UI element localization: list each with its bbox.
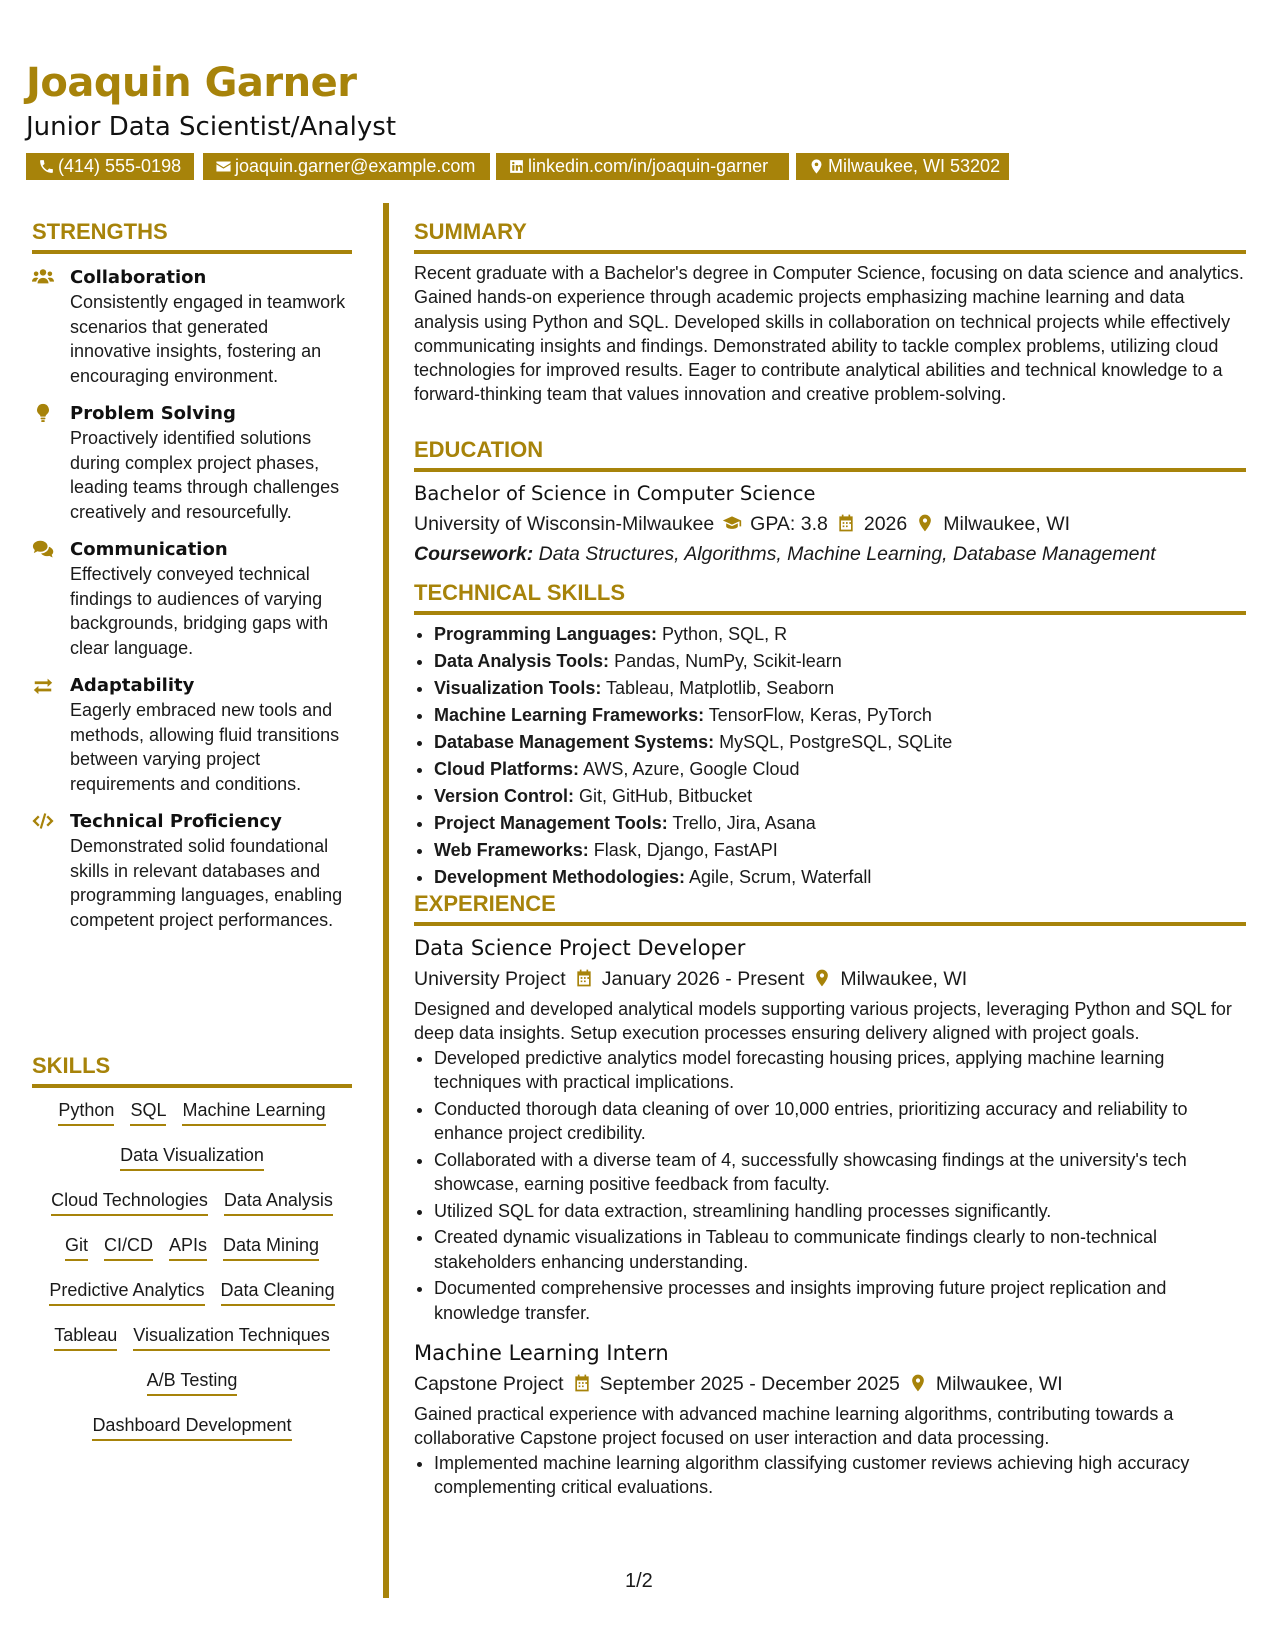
strength-title: Problem Solving — [70, 403, 236, 424]
users-icon — [32, 267, 56, 287]
skill-row — [32, 1187, 352, 1232]
skill-category: Visualization Tools: — [434, 678, 602, 698]
exchange-icon — [32, 675, 56, 695]
skill-values: Tableau, Matplotlib, Seaborn — [606, 678, 835, 698]
skill-values: TensorFlow, Keras, PyTorch — [708, 705, 932, 725]
strength-description: Consistently engaged in teamwork scenarios that generated innovative insights, fostering an encouraging environment. — [70, 292, 346, 386]
skill-values: Agile, Scrum, Waterfall — [689, 867, 872, 887]
list-item: • Developed predictive analytics model forecasting housing prices, applying machine learning techniques with practical implications. — [434, 1046, 1246, 1095]
skill-tag: Git — [65, 1232, 88, 1261]
skill-category: Database Management Systems: — [434, 732, 715, 752]
column-divider — [383, 203, 389, 1598]
strengths-section — [32, 219, 352, 254]
experience-section — [414, 891, 1246, 1502]
envelope-icon — [215, 158, 232, 175]
summary-section — [414, 219, 1246, 407]
skill-values: Pandas, NumPy, Scikit-learn — [614, 651, 842, 671]
job-summary: Gained practical experience with advanced machine learning algorithms, contributing towards a collaborative Capstone project focused on user interaction and data processing. — [414, 1404, 1174, 1449]
summary-text: Recent graduate with a Bachelor's degree in Computer Science, focusing on data science and analytics. Gained hands-on experience through academic projects emphasizing machine learning and data analysis using Python and SQL. Developed skills in collaboration on technical projects while effectively communicating insights and findings. Demonstrated ability to tackle complex problems, utilizing cloud technologies for improved results. Eager to contribute analytical abilities and technical knowledge to a forward-thinking team that values innovation and creative problem-solving. — [414, 263, 1244, 405]
strengths-heading: STRENGTHS — [32, 219, 352, 254]
job-org: University Project — [414, 968, 566, 990]
skill-values: AWS, Azure, Google Cloud — [583, 759, 800, 779]
list-item: • Created dynamic visualizations in Tableau to communicate findings clearly to non-technical stakeholders enhancing understanding. — [434, 1225, 1246, 1274]
list-item — [434, 702, 1246, 729]
list-item — [434, 756, 1246, 783]
strength-item — [32, 402, 352, 524]
job-location: Milwaukee, WI — [935, 1373, 1063, 1396]
strength-description: Eagerly embraced new tools and methods, allowing fluid transitions between varying project requirements and conditions. — [70, 700, 340, 794]
strength-description: Proactively identified solutions during complex project phases, leading teams through challenges creatively and resourcefully. — [70, 428, 340, 522]
list-item: • Conducted thorough data cleaning of over 10,000 entries, prioritizing accuracy and reliability to enhance project credibility. — [434, 1097, 1246, 1146]
graduation-cap-icon — [722, 513, 742, 533]
skill-category: Web Frameworks: — [434, 840, 589, 860]
skill-tag: SQL — [130, 1097, 166, 1126]
calendar-icon — [572, 1373, 592, 1393]
email-text: joaquin.garner@example.com — [235, 156, 476, 176]
technical-skills-list — [414, 621, 1246, 891]
coursework-label: Coursework: — [414, 543, 534, 565]
gpa: GPA: 3.8 — [750, 513, 828, 535]
strength-description: Effectively conveyed technical findings to audiences of varying backgrounds, bridging gaps with clear language. — [70, 564, 329, 658]
skill-tag: Tableau — [54, 1322, 117, 1351]
phone-icon — [38, 158, 55, 175]
job-org: Capstone Project — [414, 1373, 564, 1396]
code-icon — [32, 811, 56, 831]
skill-category: Version Control: — [434, 786, 575, 806]
skill-category: Cloud Platforms: — [434, 759, 580, 779]
strength-description: Demonstrated solid foundational skills in relevant databases and programming languages, enabling competent project performances. — [70, 836, 343, 930]
contact-linkedin[interactable] — [496, 153, 789, 180]
strength-title: Adaptability — [70, 675, 195, 696]
calendar-icon — [574, 968, 594, 988]
skill-tag: Predictive Analytics — [49, 1277, 204, 1306]
job-title-headline: Junior Data Scientist/Analyst — [26, 112, 397, 142]
job-bullets — [414, 1451, 1246, 1500]
strength-title: Communication — [70, 539, 228, 560]
education-meta — [414, 509, 1246, 539]
contact-phone[interactable] — [26, 153, 194, 180]
job-entry — [414, 934, 1246, 1325]
page-indicator: 1/2 — [625, 1570, 653, 1592]
skill-tag: Data Analysis — [224, 1187, 333, 1216]
skill-tag: Data Visualization — [120, 1142, 264, 1171]
map-pin-icon — [908, 1373, 928, 1393]
skills-heading: SKILLS — [32, 1053, 352, 1088]
skill-category: Project Management Tools: — [434, 813, 668, 833]
skill-values: MySQL, PostgreSQL, SQLite — [719, 732, 953, 752]
degree: Bachelor of Science in Computer Science — [414, 482, 816, 505]
coursework — [414, 539, 1246, 569]
skill-row — [32, 1412, 352, 1457]
skill-tag: Data Cleaning — [221, 1277, 335, 1306]
candidate-name: Joaquin Garner — [26, 60, 357, 106]
skill-row — [32, 1097, 352, 1142]
list-item: • Documented comprehensive processes and insights improving future project replication and knowledge transfer. — [434, 1276, 1246, 1325]
summary-heading: SUMMARY — [414, 219, 1246, 254]
graduation-year: 2026 — [863, 513, 908, 535]
job-entry — [414, 1339, 1246, 1500]
list-item — [434, 648, 1246, 675]
skill-values: Git, GitHub, Bitbucket — [579, 786, 753, 806]
strength-item — [32, 674, 352, 796]
skill-tag: Machine Learning — [182, 1097, 325, 1126]
linkedin-icon — [508, 158, 525, 175]
education-location: Milwaukee, WI — [943, 513, 1071, 535]
skill-row — [32, 1277, 352, 1322]
job-meta — [414, 964, 1246, 994]
strength-item — [32, 538, 352, 660]
list-item — [434, 864, 1246, 891]
list-item — [434, 837, 1246, 864]
map-pin-icon — [808, 158, 825, 175]
list-item: • Utilized SQL for data extraction, streamlining handling processes significantly. — [434, 1199, 1246, 1224]
job-location: Milwaukee, WI — [840, 968, 968, 990]
education-heading: EDUCATION — [414, 437, 1246, 472]
calendar-icon — [836, 513, 856, 533]
skills-tags — [32, 1097, 352, 1457]
skill-tag: APIs — [169, 1232, 207, 1261]
location-text: Milwaukee, WI 53202 — [828, 156, 1001, 176]
list-item — [434, 783, 1246, 810]
school-name: University of Wisconsin-Milwaukee — [414, 513, 715, 535]
skill-tag: Dashboard Development — [92, 1412, 291, 1441]
skill-tag: Python — [58, 1097, 114, 1126]
skill-tag: CI/CD — [104, 1232, 153, 1261]
skill-tag: Visualization Techniques — [133, 1322, 329, 1351]
job-title: Machine Learning Intern — [414, 1341, 669, 1366]
skill-category: Machine Learning Frameworks: — [434, 705, 705, 725]
skill-row — [32, 1367, 352, 1412]
map-pin-icon — [915, 513, 935, 533]
strength-item — [32, 810, 352, 932]
linkedin-text: linkedin.com/in/joaquin-garner — [528, 156, 769, 176]
list-item — [434, 729, 1246, 756]
list-item: • Implemented machine learning algorithm classifying customer reviews achieving high accuracy complementing critical evaluations. — [434, 1451, 1246, 1500]
list-item — [434, 810, 1246, 837]
skill-category: Data Analysis Tools: — [434, 651, 610, 671]
skill-values: Python, SQL, R — [662, 624, 788, 644]
skill-tag: Cloud Technologies — [51, 1187, 208, 1216]
technical-skills-heading: TECHNICAL SKILLS — [414, 580, 1246, 615]
skill-row — [32, 1232, 352, 1277]
job-summary: Designed and developed analytical models supporting various projects, leveraging Python and SQL for deep data insights. Setup execution processes ensuring delivery aligned with project goals. — [414, 999, 1232, 1044]
job-bullets — [414, 1046, 1246, 1326]
skill-category: Programming Languages: — [434, 624, 658, 644]
list-item — [434, 621, 1246, 648]
strengths-list — [32, 266, 352, 946]
skill-tag: Data Mining — [223, 1232, 319, 1261]
strength-item — [32, 266, 352, 388]
coursework-list: Data Structures, Algorithms, Machine Learning, Database Management — [538, 543, 1156, 565]
strength-title: Collaboration — [70, 267, 207, 288]
phone-text: (414) 555-0198 — [58, 156, 182, 176]
contact-location[interactable] — [796, 153, 1009, 180]
skill-row — [32, 1322, 352, 1367]
job-title: Data Science Project Developer — [414, 936, 746, 960]
list-item — [434, 675, 1246, 702]
strength-title: Technical Proficiency — [70, 811, 282, 832]
lightbulb-icon — [32, 403, 56, 423]
map-pin-icon — [812, 968, 832, 988]
comments-icon — [32, 539, 56, 559]
job-meta — [414, 1369, 1246, 1399]
job-dates: January 2026 - Present — [601, 968, 805, 990]
technical-skills-section — [414, 580, 1246, 891]
education-section — [414, 437, 1246, 569]
skill-values: Trello, Jira, Asana — [672, 813, 816, 833]
skill-row — [32, 1142, 352, 1187]
list-item: • Collaborated with a diverse team of 4, successfully showcasing findings at the university's tech showcase, earning positive feedback from faculty. — [434, 1148, 1246, 1197]
skills-section — [32, 1053, 352, 1088]
experience-heading: EXPERIENCE — [414, 891, 1246, 926]
skill-category: Development Methodologies: — [434, 867, 686, 887]
contact-email[interactable] — [203, 153, 490, 180]
skill-tag: A/B Testing — [147, 1367, 238, 1396]
skill-values: Flask, Django, FastAPI — [593, 840, 778, 860]
job-dates: September 2025 - December 2025 — [599, 1373, 900, 1396]
